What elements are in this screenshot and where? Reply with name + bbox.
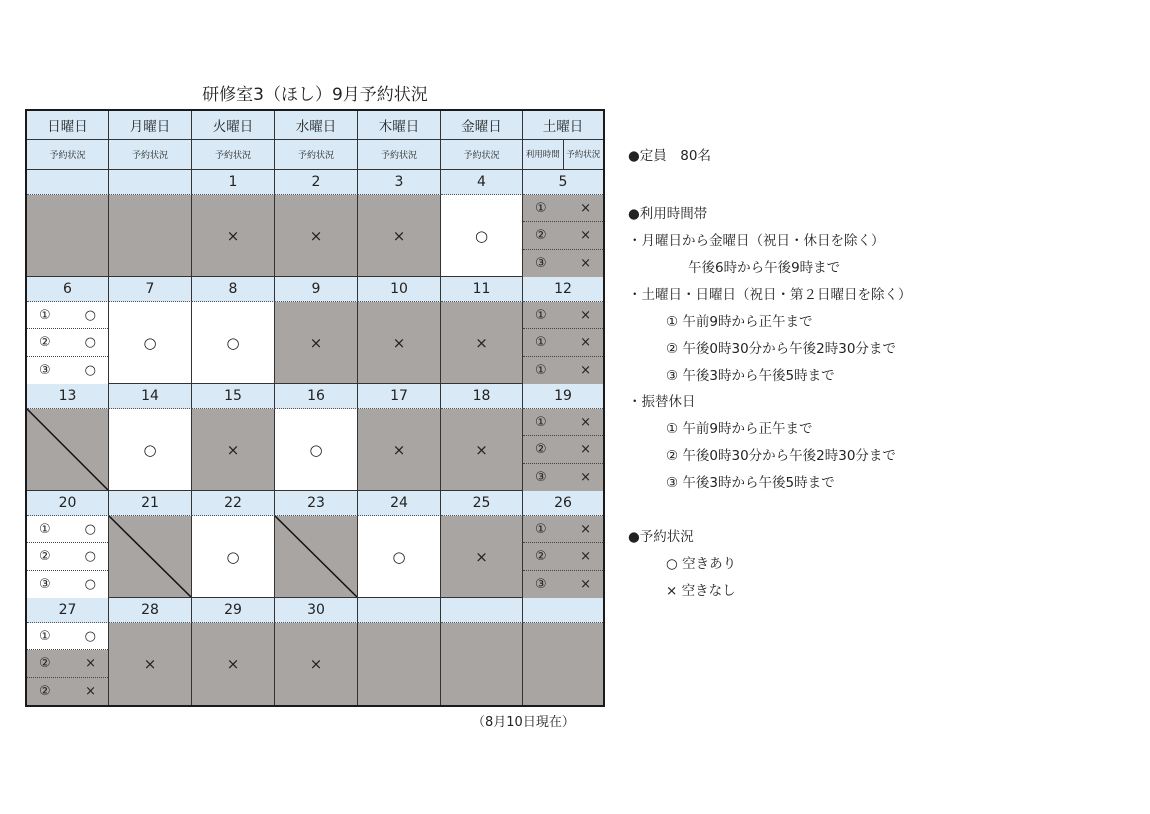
- as-of-date: （8月10日現在）: [472, 715, 575, 730]
- day-cell: [275, 409, 358, 491]
- day-number: 19: [523, 384, 603, 409]
- status-subheader: 予約状況: [275, 140, 358, 170]
- slot-cell: [27, 516, 109, 598]
- time-slot: [523, 357, 603, 384]
- slot-cell: [523, 409, 603, 491]
- time-slot: [27, 623, 108, 650]
- substitute-slot-3: ③ 午後3時から午後5時まで: [666, 475, 835, 491]
- day-cell: [358, 195, 441, 277]
- full-mark: ×: [580, 255, 591, 271]
- full-mark: ×: [475, 440, 488, 459]
- empty-cell: [358, 623, 441, 705]
- day-cell: [192, 195, 275, 277]
- available-mark: ○: [84, 334, 96, 350]
- time-slot: [523, 409, 603, 436]
- full-mark: ×: [580, 441, 591, 457]
- closed-cell: [27, 409, 109, 491]
- available-mark: ○: [392, 547, 406, 566]
- day-cell: [275, 623, 358, 705]
- slot-number: ①: [535, 200, 547, 216]
- full-mark: ×: [580, 307, 591, 323]
- closed-cell: [109, 516, 192, 598]
- time-slot: [27, 329, 108, 356]
- day-cell: [275, 302, 358, 384]
- full-mark: ×: [475, 333, 488, 352]
- slot-number: ②: [39, 334, 51, 350]
- day-cell: [441, 195, 523, 277]
- day-number: 23: [275, 491, 358, 516]
- day-number: 22: [192, 491, 275, 516]
- day-number: 20: [27, 491, 109, 516]
- full-mark: ×: [226, 655, 240, 673]
- day-cell: [192, 302, 275, 384]
- full-mark: ×: [85, 683, 96, 699]
- slot-cell: [523, 195, 603, 277]
- day-number: [27, 170, 109, 195]
- slot-number: ①: [39, 521, 51, 537]
- day-number: 12: [523, 277, 603, 302]
- slot-number: ③: [39, 362, 51, 378]
- day-number: 29: [192, 598, 275, 623]
- slot-number: ③: [535, 255, 547, 271]
- weekend-slot-1: ① 午前9時から正午まで: [666, 314, 813, 330]
- day-number: 5: [523, 170, 603, 195]
- available-mark: ○: [84, 521, 96, 537]
- slot-number: ③: [535, 576, 547, 592]
- legend-full: × 空きなし: [666, 583, 736, 599]
- day-number: 17: [358, 384, 441, 409]
- reservation-calendar: [25, 109, 605, 707]
- time-slot: [523, 571, 603, 598]
- hours-heading: ●利用時間帯: [628, 206, 708, 222]
- status-subheader: 予約状況: [192, 140, 275, 170]
- day-number: 6: [27, 277, 109, 302]
- capacity-note: ●定員 80名: [628, 148, 711, 164]
- slot-number: ①: [535, 521, 547, 537]
- available-mark: ○: [84, 548, 96, 564]
- available-mark: ○: [226, 547, 240, 566]
- full-mark: ×: [580, 227, 591, 243]
- available-mark: ○: [474, 226, 489, 245]
- day-cell: [358, 409, 441, 491]
- full-mark: ×: [226, 440, 240, 459]
- time-slot: [523, 436, 603, 463]
- slot-number: ①: [535, 362, 547, 378]
- time-slot: [27, 678, 108, 705]
- day-number: 2: [275, 170, 358, 195]
- slot-number: ②: [39, 655, 51, 671]
- slot-number: ①: [39, 628, 51, 644]
- day-number: 11: [441, 277, 523, 302]
- weekday-time: 午後6時から午後9時まで: [688, 260, 841, 276]
- day-number: [523, 598, 603, 623]
- full-mark: ×: [309, 226, 323, 245]
- available-mark: ○: [143, 440, 157, 459]
- full-mark: ×: [580, 548, 591, 564]
- weekday-header: 月曜日: [109, 111, 192, 140]
- closed-cell: [275, 516, 358, 598]
- full-mark: ×: [143, 655, 157, 673]
- day-cell: [358, 516, 441, 598]
- time-slot: [523, 543, 603, 570]
- empty-cell: [523, 623, 603, 705]
- day-number: 25: [441, 491, 523, 516]
- day-cell: [441, 409, 523, 491]
- empty-cell: [441, 623, 523, 705]
- day-cell: [192, 516, 275, 598]
- full-mark: ×: [580, 362, 591, 378]
- time-slot: [27, 650, 108, 677]
- slot-number: ①: [535, 414, 547, 430]
- day-cell: [441, 302, 523, 384]
- full-mark: ×: [580, 469, 591, 485]
- day-number: 8: [192, 277, 275, 302]
- slot-number: ①: [535, 307, 547, 323]
- full-mark: ×: [580, 414, 591, 430]
- weekday-header: 日曜日: [27, 111, 109, 140]
- day-number: 30: [275, 598, 358, 623]
- status-subheader: 予約状況: [566, 149, 601, 160]
- slot-number: ②: [39, 548, 51, 564]
- legend-available: ○ 空きあり: [666, 556, 737, 572]
- time-slot: [523, 222, 603, 249]
- day-cell: [192, 409, 275, 491]
- day-number: [441, 598, 523, 623]
- day-number: 7: [109, 277, 192, 302]
- weekday-header: 土曜日: [523, 111, 603, 140]
- weekday-header: 水曜日: [275, 111, 358, 140]
- day-cell: [109, 409, 192, 491]
- weekday-header: 火曜日: [192, 111, 275, 140]
- status-subheader: 予約状況: [441, 140, 523, 170]
- status-subheader: 予約状況: [358, 140, 441, 170]
- available-mark: ○: [226, 333, 240, 352]
- slot-number: ③: [39, 576, 51, 592]
- empty-cell: [109, 195, 192, 277]
- day-number: 27: [27, 598, 109, 623]
- time-slot: [27, 571, 108, 598]
- closed-diagonal: [109, 516, 191, 597]
- day-number: 4: [441, 170, 523, 195]
- day-number: [358, 598, 441, 623]
- available-mark: ○: [84, 362, 96, 378]
- day-number: 16: [275, 384, 358, 409]
- slot-number: ③: [535, 469, 547, 485]
- weekday-header: 木曜日: [358, 111, 441, 140]
- substitute-slot-1: ① 午前9時から正午まで: [666, 421, 813, 437]
- weekend-slot-3: ③ 午後3時から午後5時まで: [666, 368, 835, 384]
- weekend-heading: ・土曜日・日曜日（祝日・第２日曜日を除く）: [628, 287, 912, 303]
- slot-number: ②: [535, 441, 547, 457]
- weekday-header: 金曜日: [441, 111, 523, 140]
- day-number: 10: [358, 277, 441, 302]
- time-slot: [523, 516, 603, 543]
- time-slot: [27, 543, 108, 570]
- substitute-slot-2: ② 午後0時30分から午後2時30分まで: [666, 448, 896, 464]
- time-slot: [27, 357, 108, 384]
- time-subheader: 利用時間: [523, 140, 564, 169]
- day-number: 24: [358, 491, 441, 516]
- available-mark: ○: [309, 440, 323, 459]
- slot-number: ①: [535, 334, 547, 350]
- available-mark: ○: [84, 576, 96, 592]
- time-slot: [27, 516, 108, 543]
- day-cell: [192, 623, 275, 705]
- saturday-subheader: [523, 140, 603, 170]
- available-mark: ○: [84, 628, 96, 644]
- day-cell: [109, 623, 192, 705]
- full-mark: ×: [392, 440, 406, 459]
- day-cell: [109, 302, 192, 384]
- available-mark: ○: [84, 307, 96, 323]
- day-number: 1: [192, 170, 275, 195]
- status-heading: ●予約状況: [628, 529, 694, 545]
- time-slot: [523, 329, 603, 356]
- day-number: 14: [109, 384, 192, 409]
- full-mark: ×: [309, 655, 323, 673]
- day-number: 18: [441, 384, 523, 409]
- slot-cell: [27, 302, 109, 384]
- time-slot: [523, 464, 603, 491]
- slot-number: ①: [39, 307, 51, 323]
- day-number: 28: [109, 598, 192, 623]
- weekend-slot-2: ② 午後0時30分から午後2時30分まで: [666, 341, 896, 357]
- full-mark: ×: [580, 576, 591, 592]
- day-number: 9: [275, 277, 358, 302]
- full-mark: ×: [392, 226, 406, 245]
- full-mark: ×: [580, 334, 591, 350]
- full-mark: ×: [475, 547, 488, 566]
- empty-cell: [27, 195, 109, 277]
- time-slot: [523, 195, 603, 222]
- status-subheader: 予約状況: [109, 140, 192, 170]
- full-mark: ×: [580, 200, 591, 216]
- slot-cell: [27, 623, 109, 705]
- substitute-heading: ・振替休日: [628, 394, 696, 410]
- day-cell: [275, 195, 358, 277]
- slot-cell: [523, 516, 603, 598]
- day-number: 26: [523, 491, 603, 516]
- day-cell: [358, 302, 441, 384]
- time-slot: [27, 302, 108, 329]
- page-title: 研修室3（ほし）9月予約状況: [202, 85, 428, 105]
- slot-number: ②: [39, 683, 51, 699]
- closed-diagonal: [27, 409, 108, 490]
- closed-diagonal: [275, 516, 357, 597]
- full-mark: ×: [580, 521, 591, 537]
- full-mark: ×: [392, 333, 406, 352]
- slot-number: ②: [535, 548, 547, 564]
- full-mark: ×: [85, 655, 96, 671]
- day-number: 21: [109, 491, 192, 516]
- slot-cell: [523, 302, 603, 384]
- day-number: 13: [27, 384, 109, 409]
- time-slot: [523, 250, 603, 277]
- day-cell: [441, 516, 523, 598]
- slot-number: ②: [535, 227, 547, 243]
- day-number: 3: [358, 170, 441, 195]
- available-mark: ○: [143, 333, 157, 352]
- time-slot: [523, 302, 603, 329]
- day-number: 15: [192, 384, 275, 409]
- day-number: [109, 170, 192, 195]
- status-subheader: 予約状況: [27, 140, 109, 170]
- weekday-heading: ・月曜日から金曜日（祝日・休日を除く）: [628, 233, 885, 249]
- full-mark: ×: [309, 333, 323, 352]
- full-mark: ×: [226, 226, 240, 245]
